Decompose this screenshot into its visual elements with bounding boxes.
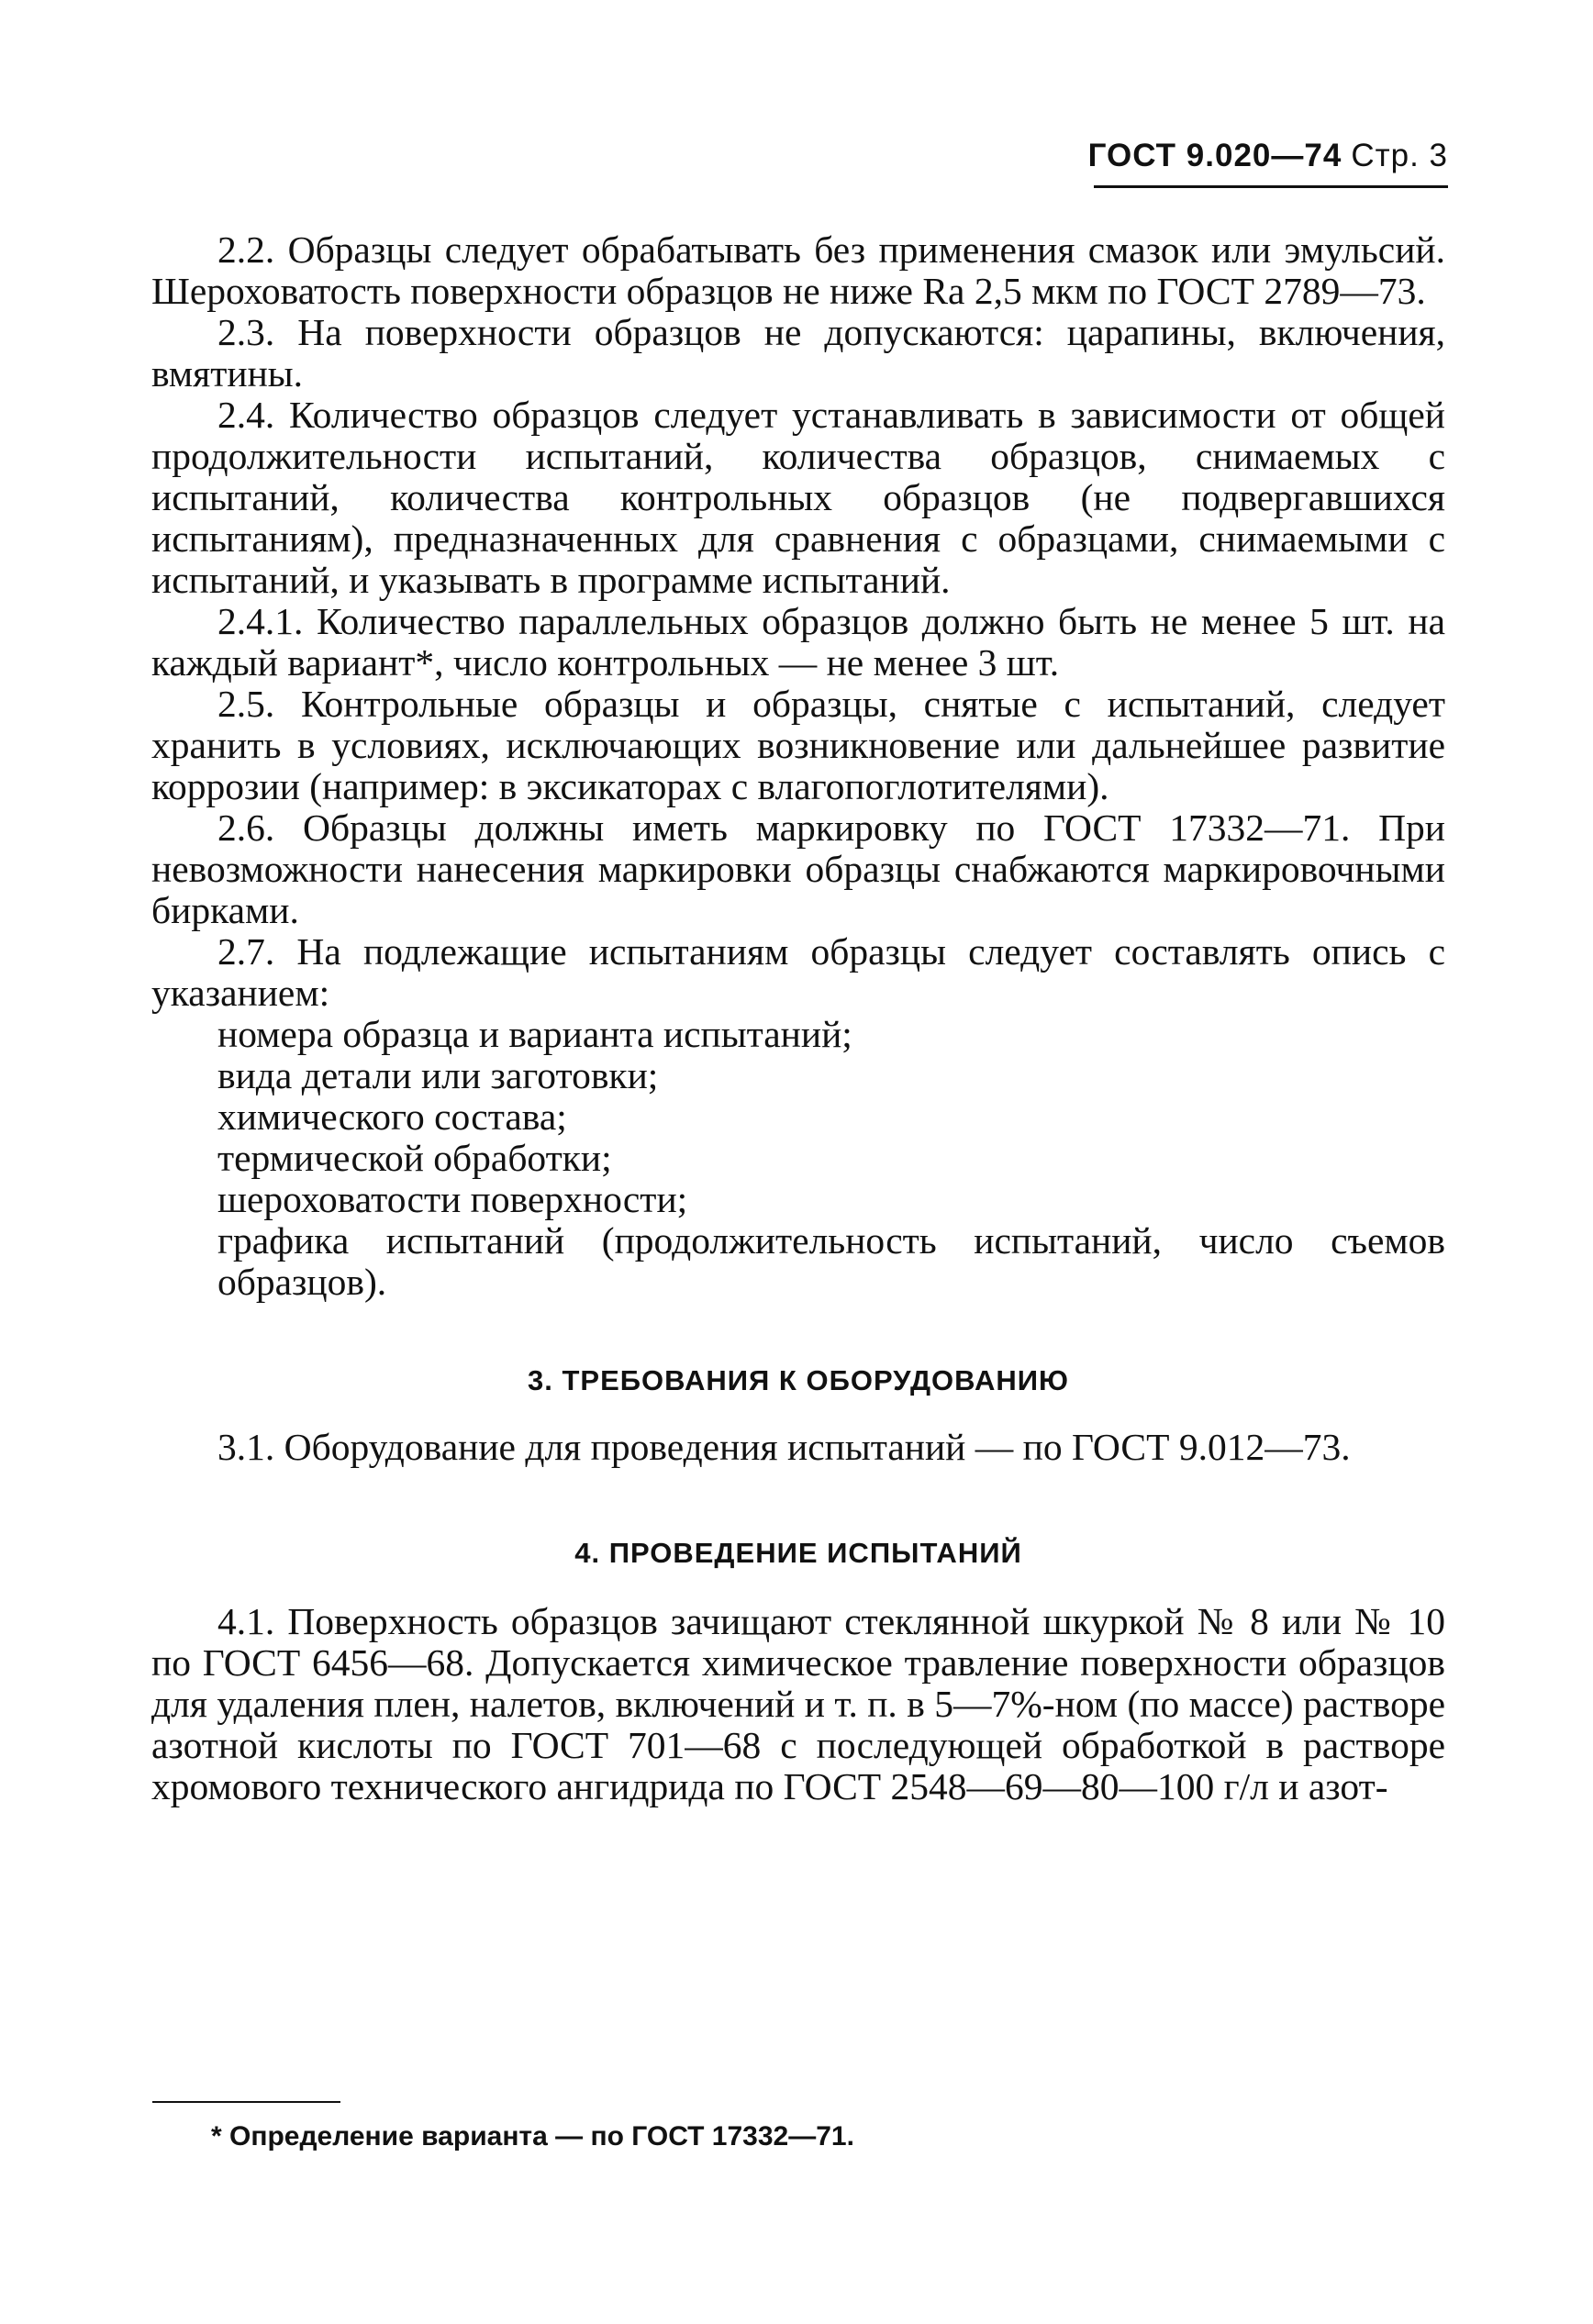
section-4-heading: 4. ПРОВЕДЕНИЕ ИСПЫТАНИЙ	[574, 1537, 1022, 1569]
document-id: ГОСТ 9.020—74	[1087, 138, 1342, 173]
list-item: номера образца и варианта испытаний;	[217, 1013, 852, 1055]
paragraph-3-1: 3.1. Оборудование для проведения испытаний — по ГОСТ 9.012—73.	[217, 1426, 1351, 1468]
paragraph-2-5: 2.5. Контрольные образцы и образцы, снятые с испытаний, следует хранить в условиях, исключающих возникновение или дальнейшее развитие коррозии (например: в эксикаторах с влагопоглотителями).	[151, 683, 1445, 807]
paragraph-4-1: 4.1. Поверхность образцов зачищают стеклянной шкуркой № 8 или № 10 по ГОСТ 6456—68. Допускается химическое травление поверхности образцов для удаления плен, налетов, включений и т. п. в 5—7%-ном (по массе) растворе азотной кислоты по ГОСТ 701—68 с последующей обработкой в растворе хромового технического ангидрида по ГОСТ 2548—69—80—100 г/л и азот-	[151, 1600, 1445, 1807]
paragraph-2-7: 2.7. На подлежащие испытаниям образцы следует составлять опись с указанием:	[151, 930, 1445, 1014]
paragraph-2-4: 2.4. Количество образцов следует устанавливать в зависимости от общей продолжительности испытаний, количества образцов, снимаемых с испытаний, количества контрольных образцов (не подвергавшихся испытаниям), предназначенных для сравнения с образцами, снимаемыми с испытаний, и указывать в программе испытаний.	[151, 394, 1445, 601]
footnote: * Определение варианта — по ГОСТ 17332—71.	[211, 2121, 854, 2152]
list-item: графика испытаний (продолжительность испытаний, число съемов образцов).	[217, 1219, 1445, 1303]
list-2-7	[151, 1014, 1445, 1303]
list-item: шероховатости поверхности;	[217, 1178, 688, 1220]
document-body	[151, 229, 1445, 1807]
paragraph-2-3: 2.3. На поверхности образцов не допускаются: царапины, включения, вмятины.	[151, 311, 1445, 395]
paragraph-2-2: 2.2. Образцы следует обрабатывать без применения смазок или эмульсий. Шероховатость поверхности образцов не ниже Ra 2,5 мкм по ГОСТ 2789—73.	[151, 228, 1445, 312]
paragraph-2-6: 2.6. Образцы должны иметь маркировку по ГОСТ 17332—71. При невозможности нанесения маркировки образцы снабжаются маркировочными бирками.	[151, 806, 1445, 931]
page-header	[1088, 138, 1448, 174]
list-item: термической обработки;	[217, 1137, 612, 1179]
paragraph-2-4-1: 2.4.1. Количество параллельных образцов должно быть не менее 5 шт. на каждый вариант*, число контрольных — не менее 3 шт.	[151, 600, 1445, 684]
section-3-heading: 3. ТРЕБОВАНИЯ К ОБОРУДОВАНИЮ	[527, 1364, 1070, 1396]
list-item: вида детали или заготовки;	[217, 1054, 659, 1096]
footnote-rule	[152, 2101, 340, 2103]
header-rule	[1094, 185, 1448, 188]
page-number: Стр. 3	[1351, 138, 1448, 173]
list-item: химического состава;	[217, 1095, 567, 1138]
